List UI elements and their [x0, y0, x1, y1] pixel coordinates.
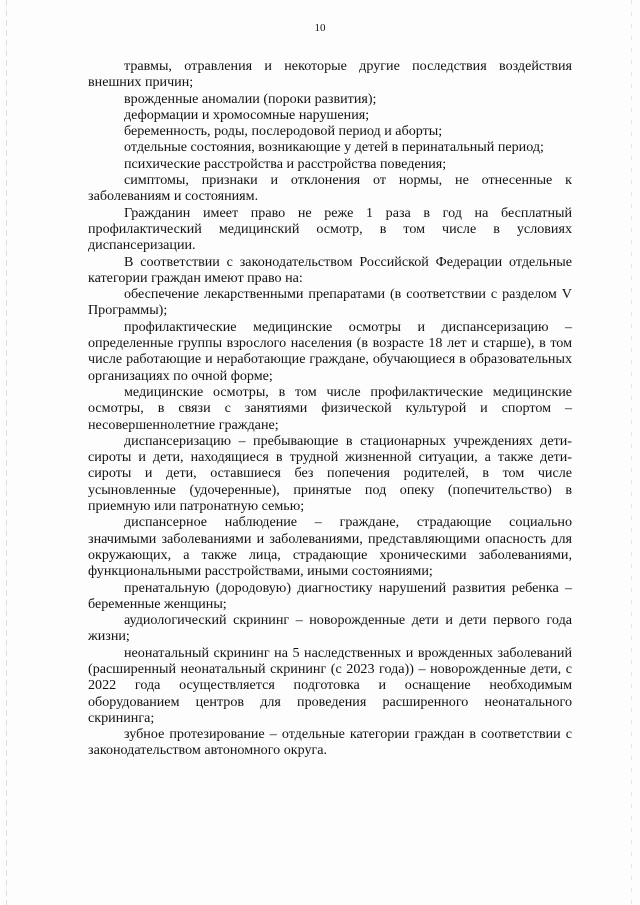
- paragraph: В соответствии с законодательством Российской Федерации отдельные категории граждан имеют право на:: [88, 253, 572, 286]
- paragraph: зубное протезирование – отдельные категории граждан в соответствии с законодательством автономного округа.: [88, 726, 572, 759]
- scan-edge-right: [631, 0, 632, 905]
- paragraph: пренатальную (дородовую) диагностику нарушений развития ребенка – беременные женщины;: [88, 579, 572, 612]
- paragraph: травмы, отравления и некоторые другие последствия воздействия внешних причин;: [88, 58, 572, 91]
- paragraph: профилактические медицинские осмотры и диспансеризацию – определенные группы взрослого населения (в возрасте 18 лет и старше), в том числе работающие и неработающие граждане, обучающиеся в образовательных организациях по очной форме;: [88, 318, 572, 384]
- paragraph: деформации и хромосомные нарушения;: [124, 106, 370, 123]
- page-number: 10: [314, 22, 326, 34]
- paragraph: беременность, роды, послеродовой период и аборты;: [124, 123, 443, 140]
- paragraph: неонатальный скрининг на 5 наследственных и врожденных заболеваний (расширенный неонатальный скрининг (с 2023 года)) – новорожденные дети, с 2022 года осуществляется подготовка и оснащение необходимым оборудованием центров для проведения расширенного неонатального скрининга;: [88, 644, 572, 726]
- paragraph: отдельные состояния, возникающие у детей в перинатальный период;: [124, 139, 544, 156]
- paragraph: аудиологический скрининг – новорожденные дети и дети первого года жизни;: [88, 612, 572, 645]
- paragraph: диспансерное наблюдение – граждане, страдающие социально значимыми заболеваниями и заболеваниями, представляющими опасность для окружающих, а также лица, страдающие хроническими заболеваниями, функциональными расстройствами, иными состояниями;: [88, 514, 572, 580]
- paragraph: медицинские осмотры, в том числе профилактические медицинские осмотры, в связи с занятиями физической культурой и спортом – несовершеннолетние граждане;: [88, 383, 572, 433]
- paragraph: Гражданин имеет право не реже 1 раза в год на бесплатный профилактический медицинский осмотр, в том числе в условиях диспансеризации.: [88, 204, 572, 254]
- paragraph: обеспечение лекарственными препаратами (в соответствии с разделом V Программы);: [88, 286, 572, 319]
- document-body: [88, 58, 572, 759]
- paragraph: симптомы, признаки и отклонения от нормы, не отнесенные к заболеваниям и состояниям.: [88, 172, 572, 205]
- paragraph: психические расстройства и расстройства поведения;: [124, 155, 447, 172]
- scan-edge-left: [6, 0, 7, 905]
- paragraph: врожденные аномалии (пороки развития);: [124, 90, 377, 107]
- paragraph: диспансеризацию – пребывающие в стационарных учреждениях дети-сироты и дети, находящиеся в трудной жизненной ситуации, а также дети-сироты и дети, оставшиеся без попечения родителей, в том числе усыновленные (удочеренные), принятые под опеку (попечительство) в приемную или патронатную семью;: [88, 432, 572, 515]
